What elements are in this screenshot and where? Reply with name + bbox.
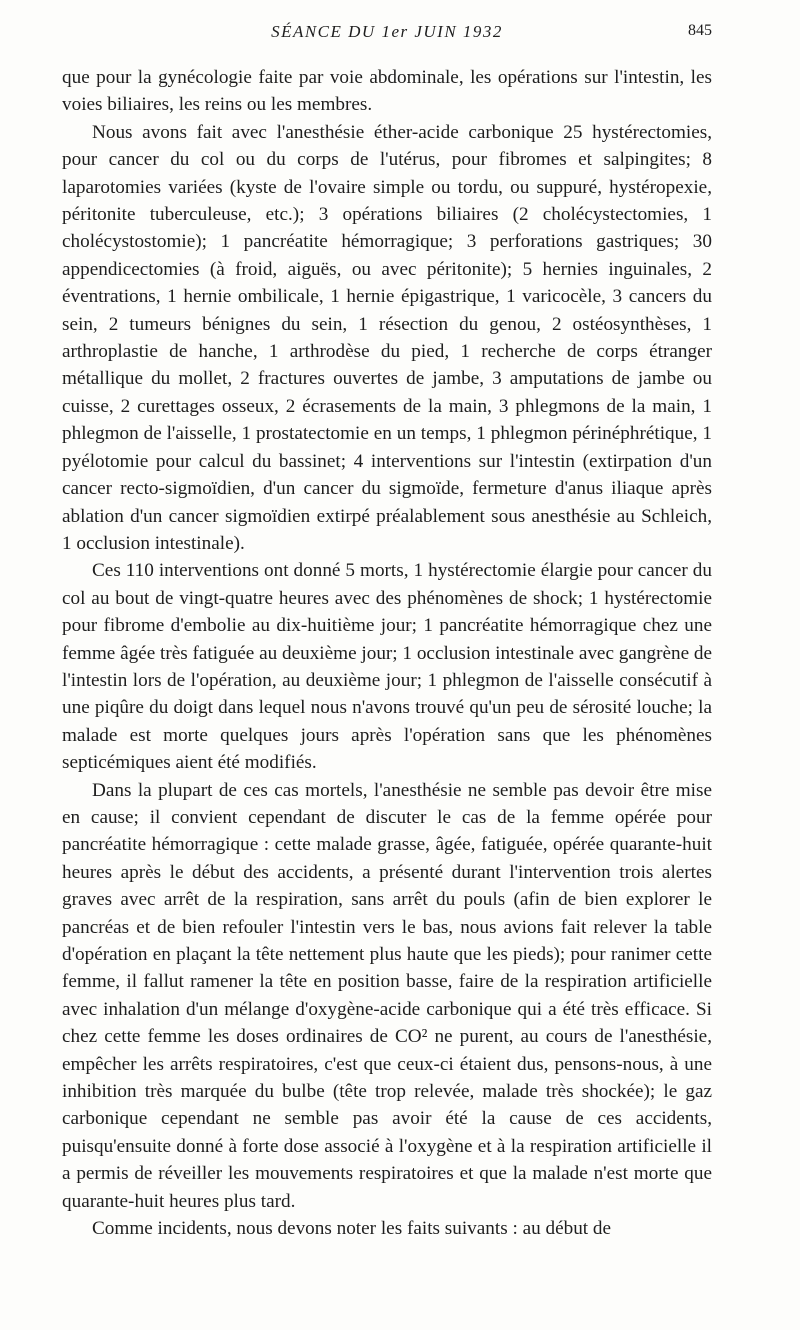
page-header <box>62 18 712 48</box>
paragraph-discussion: Dans la plupart de ces cas mortels, l'anesthésie ne semble pas devoir être mise en cause; il convient cependant de discuter le cas de la femme opérée pour pancréatite hémorragique : cette malade grasse, âgée, fatiguée, opérée quarante-huit heures après le début des accidents, a présenté durant l'intervention trois alertes graves avec arrêt de la respiration, sans arrêt du pouls (afin de bien explorer le pancréas et de bien refouler l'intestin vers le bas, nous avions fait relever la table d'opération en plaçant la tête nettement plus haute que les pieds); pour ranimer cette femme, il fallut ramener la tête en position basse, faire de la respiration artificielle avec inhalation d'un mélange d'oxygène-acide carbonique qui a été très efficace. Si chez cette femme les doses ordinaires de CO² ne purent, au cours de l'anesthésie, empêcher les arrêts respiratoires, c'est que ceux-ci étaient dus, pensons-nous, à une inhibition très marquée du bulbe (tête trop relevée, malade très shockée); le gaz carbonique cependant ne semble pas avoir été la cause de ces accidents, puisqu'ensuite donné à forte dose associé à l'oxygène et à la respiration artificielle il a permis de réveiller les mouvements respiratoires et que la malade n'est morte que quarante-huit heures plus tard. <box>62 779 712 1212</box>
page-number: 845 <box>688 22 712 39</box>
paragraph-interventions-list: Nous avons fait avec l'anesthésie éther-acide carbonique 25 hystérectomies, pour cancer du col ou du corps de l'utérus, pour fibromes et salpingites; 8 laparotomies variées (kyste de l'ovaire simple ou tordu, ou suppuré, hystéropexie, péritonite tuberculeuse, etc.); 3 opérations biliaires (2 cholécystectomies, 1 cholécystostomie); 1 pancréatite hémorragique; 3 perforations gastriques; 30 appendicectomies (à froid, aiguës, ou avec péritonite); 5 hernies inguinales, 2 éventrations, 1 hernie ombilicale, 1 hernie épigastrique, 1 varicocèle, 3 cancers du sein, 2 tumeurs bénignes du sein, 1 résection du genou, 2 ostéosynthèses, 1 arthroplastie de hanche, 1 arthrodèse du pied, 1 recherche de corps étranger métallique du mollet, 2 fractures ouvertes de jambe, 3 amputations de jambe ou cuisse, 2 curettages osseux, 2 écrasements de la main, 3 phlegmons de la main, 1 phlegmon de l'aisselle, 1 prostatectomie en un temps, 1 phlegmon périnéphrétique, 1 pyélotomie pour calcul du bassinet; 4 interventions sur l'intestin (extirpation d'un cancer recto-sigmoïdien, d'un cancer du sigmoïde, fermeture d'anus iliaque après ablation d'un cancer sigmoïdien extirpé préalablement sous anesthésie au Schleich, 1 occlusion intestinale). <box>62 121 712 554</box>
running-title: SÉANCE DU 1er JUIN 1932 <box>271 22 503 41</box>
paragraph-incidents: Comme incidents, nous devons noter les faits suivants : au début de <box>92 1218 612 1240</box>
body-text <box>62 64 712 1242</box>
paragraph-deaths: Ces 110 interventions ont donné 5 morts, 1 hystérectomie élargie pour cancer du col au bout de vingt-quatre heures avec des phénomènes de shock; 1 hystérectomie pour fibrome d'embolie au dix-huitième jour; 1 pancréatite hémorragique chez une femme âgée très fatiguée au deuxième jour; 1 occlusion intestinale avec gangrène de l'intestin lors de l'opération, au deuxième jour; 1 phlegmon de l'aisselle consécutif à une piqûre du doigt dans lequel nous n'avons trouvé qu'un peu de sérosité louche; la malade est morte quelques jours après l'opération sans que les phénomènes septicémiques aient été modifiés. <box>62 560 712 774</box>
paragraph-continued: que pour la gynécologie faite par voie abdominale, les opérations sur l'intestin, les voies biliaires, les reins ou les membres. <box>62 67 712 116</box>
